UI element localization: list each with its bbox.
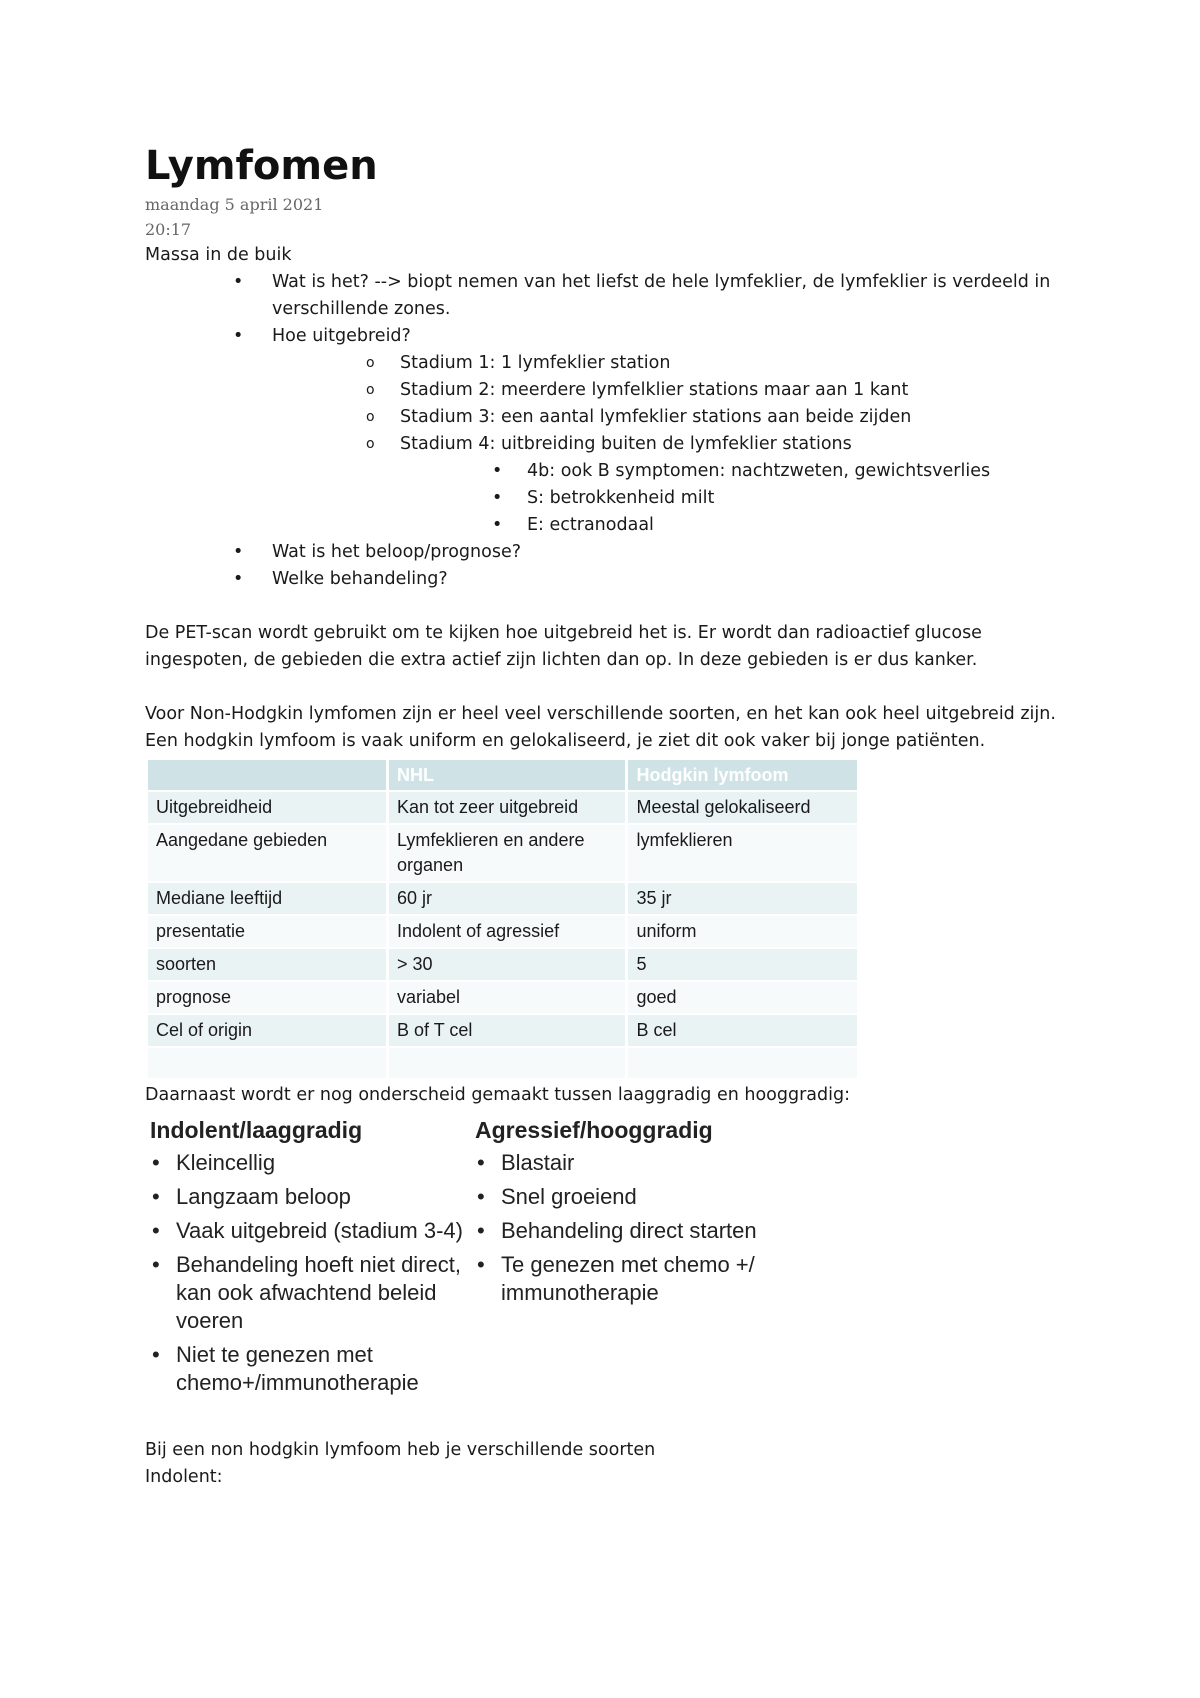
list-item: • Wat is het? --> biopt nemen van het liefst de hele lymfeklier, de lymfeklier is verdeeld in verschillende zones. — [145, 269, 1075, 323]
bullet-icon: • — [233, 326, 244, 346]
list-item: • Snel groeiend — [477, 1184, 637, 1209]
page-title: Lymfomen — [145, 143, 378, 189]
bullet-icon: • — [492, 515, 503, 535]
list-item: • Blastair — [477, 1150, 575, 1175]
bullet-icon: • — [477, 1150, 485, 1175]
grade-intro: Daarnaast wordt er nog onderscheid gemaakt tussen laaggradig en hooggradig: — [145, 1085, 850, 1105]
table-cell: soorten — [148, 948, 388, 981]
list-item: • Niet te genezen met chemo+/immunotherapie — [152, 1342, 419, 1395]
table-cell: Indolent of agressief — [388, 915, 627, 948]
list-item: • Behandeling hoeft niet direct, kan ook afwachtend beleid voeren — [152, 1252, 461, 1333]
table-cell: prognose — [148, 981, 388, 1014]
list-item: • Langzaam beloop — [152, 1184, 351, 1209]
table-cell: 35 jr — [627, 882, 859, 915]
list-item: • Behandeling direct starten — [477, 1218, 757, 1243]
list-item: • Vaak uitgebreid (stadium 3-4) — [152, 1218, 463, 1243]
low-grade-column — [150, 1115, 475, 1403]
table-cell — [388, 1047, 627, 1078]
table-cell: 5 — [627, 948, 859, 981]
table-cell: goed — [627, 981, 859, 1014]
comparison-table — [148, 760, 860, 1078]
list-item: • Hoe uitgebreid? o Stadium 1: 1 lymfeklier station o Stadium 2: meerdere lymfelklier stations maar aan 1 kant o Stadium 3: een aantal lymfeklier stations aan beide zijden o Stadium 4: uitbreiding buiten de lymfeklier stations • 4b: ook B symptomen: nachtzweten, gewichtsverlies • S: betrokkenheid milt • E: ectranodaal — [145, 323, 1075, 539]
list-item: • Welke behandeling? — [145, 566, 1075, 593]
low-grade-list — [150, 1149, 475, 1397]
table-cell: lymfeklieren — [627, 824, 859, 882]
bullet-icon: • — [152, 1342, 160, 1367]
pet-paragraph: De PET-scan wordt gebruikt om te kijken hoe uitgebreid het is. Er wordt dan radioactief glucose ingespoten, de gebieden die extra actief zijn lichten dan op. In deze gebieden is er dus kanker. — [145, 623, 982, 670]
list-item: o Stadium 2: meerdere lymfelklier stations maar aan 1 kant — [145, 377, 1075, 404]
bullet-icon: • — [152, 1184, 160, 1209]
table-header-cell — [148, 760, 388, 791]
table-cell: Meestal gelokaliseerd — [627, 791, 859, 824]
circle-bullet-icon: o — [366, 355, 375, 371]
grade-comparison — [150, 1115, 1075, 1403]
list-item: o Stadium 4: uitbreiding buiten de lymfeklier stations • 4b: ook B symptomen: nachtzweten, gewichtsverlies • S: betrokkenheid milt • E: ectranodaal — [145, 431, 1075, 539]
spacer — [145, 593, 1075, 620]
table-cell — [148, 1047, 388, 1078]
high-grade-list — [475, 1149, 800, 1307]
table-cell: uniform — [627, 915, 859, 948]
table-header-cell: Hodgkin lymfoom — [627, 760, 859, 791]
note-page — [145, 140, 1075, 1491]
nhl-paragraph: Voor Non-Hodgkin lymfomen zijn er heel veel verschillende soorten, en het kan ook heel uitgebreid zijn. — [145, 704, 1056, 724]
note-time: 20:17 — [145, 220, 192, 239]
table-cell: Uitgebreidheid — [148, 791, 388, 824]
table-cell: presentatie — [148, 915, 388, 948]
list-item: • 4b: ook B symptomen: nachtzweten, gewichtsverlies — [145, 458, 1075, 485]
table-row — [148, 882, 859, 915]
list-item: o Stadium 1: 1 lymfeklier station — [145, 350, 1075, 377]
high-grade-column — [475, 1115, 800, 1403]
table-row — [148, 915, 859, 948]
bullet-icon: • — [233, 542, 244, 562]
bullet-icon: • — [477, 1252, 485, 1277]
indolent-label: Indolent: — [145, 1467, 223, 1487]
bullet-icon: • — [492, 488, 503, 508]
table-header-row — [148, 760, 859, 791]
circle-bullet-icon: o — [366, 436, 375, 452]
table-cell: > 30 — [388, 948, 627, 981]
table-cell — [627, 1047, 859, 1078]
bullet-icon: • — [233, 569, 244, 589]
table-cell: Mediane leeftijd — [148, 882, 388, 915]
table-cell: variabel — [388, 981, 627, 1014]
table-cell: Cel of origin — [148, 1014, 388, 1047]
table-row — [148, 1014, 859, 1047]
low-grade-title: Indolent/laaggradig — [150, 1117, 363, 1143]
bullet-icon: • — [477, 1218, 485, 1243]
list-item: • Te genezen met chemo +/ immunotherapie — [477, 1252, 755, 1305]
hodgkin-paragraph: Een hodgkin lymfoom is vaak uniform en gelokaliseerd, je ziet dit ook vaker bij jonge patiënten. — [145, 731, 986, 751]
table-cell: B cel — [627, 1014, 859, 1047]
bullet-icon: • — [233, 272, 244, 292]
table-row-empty — [148, 1047, 859, 1078]
stage-list — [272, 350, 1075, 539]
spacer — [145, 674, 1075, 701]
bullet-icon: • — [477, 1184, 485, 1209]
table-cell: B of T cel — [388, 1014, 627, 1047]
table-cell: Kan tot zeer uitgebreid — [388, 791, 627, 824]
outro-text: Bij een non hodgkin lymfoom heb je verschillende soorten — [145, 1440, 656, 1460]
table-cell: Aangedane gebieden — [148, 824, 388, 882]
list-item: • Kleincellig — [152, 1150, 276, 1175]
circle-bullet-icon: o — [366, 409, 375, 425]
bullet-icon: • — [492, 461, 503, 481]
list-item: o Stadium 3: een aantal lymfeklier stations aan beide zijden — [145, 404, 1075, 431]
table-row — [148, 948, 859, 981]
table-header-cell: NHL — [388, 760, 627, 791]
intro-text: Massa in de buik — [145, 245, 292, 265]
question-list — [145, 269, 1075, 593]
high-grade-title: Agressief/hooggradig — [475, 1117, 713, 1143]
table-cell: 60 jr — [388, 882, 627, 915]
spacer — [145, 1403, 1075, 1437]
table-row — [148, 981, 859, 1014]
bullet-icon: • — [152, 1150, 160, 1175]
table-row — [148, 824, 859, 882]
list-item: • Wat is het beloop/prognose? — [145, 539, 1075, 566]
circle-bullet-icon: o — [366, 382, 375, 398]
list-item: • E: ectranodaal — [145, 512, 1075, 539]
bullet-icon: • — [152, 1252, 160, 1277]
bullet-icon: • — [152, 1218, 160, 1243]
list-item: • S: betrokkenheid milt — [145, 485, 1075, 512]
note-date: maandag 5 april 2021 — [145, 195, 324, 214]
table-cell: Lymfeklieren en andere organen — [388, 824, 627, 882]
table-row — [148, 791, 859, 824]
stage4-sublist — [400, 458, 1075, 539]
